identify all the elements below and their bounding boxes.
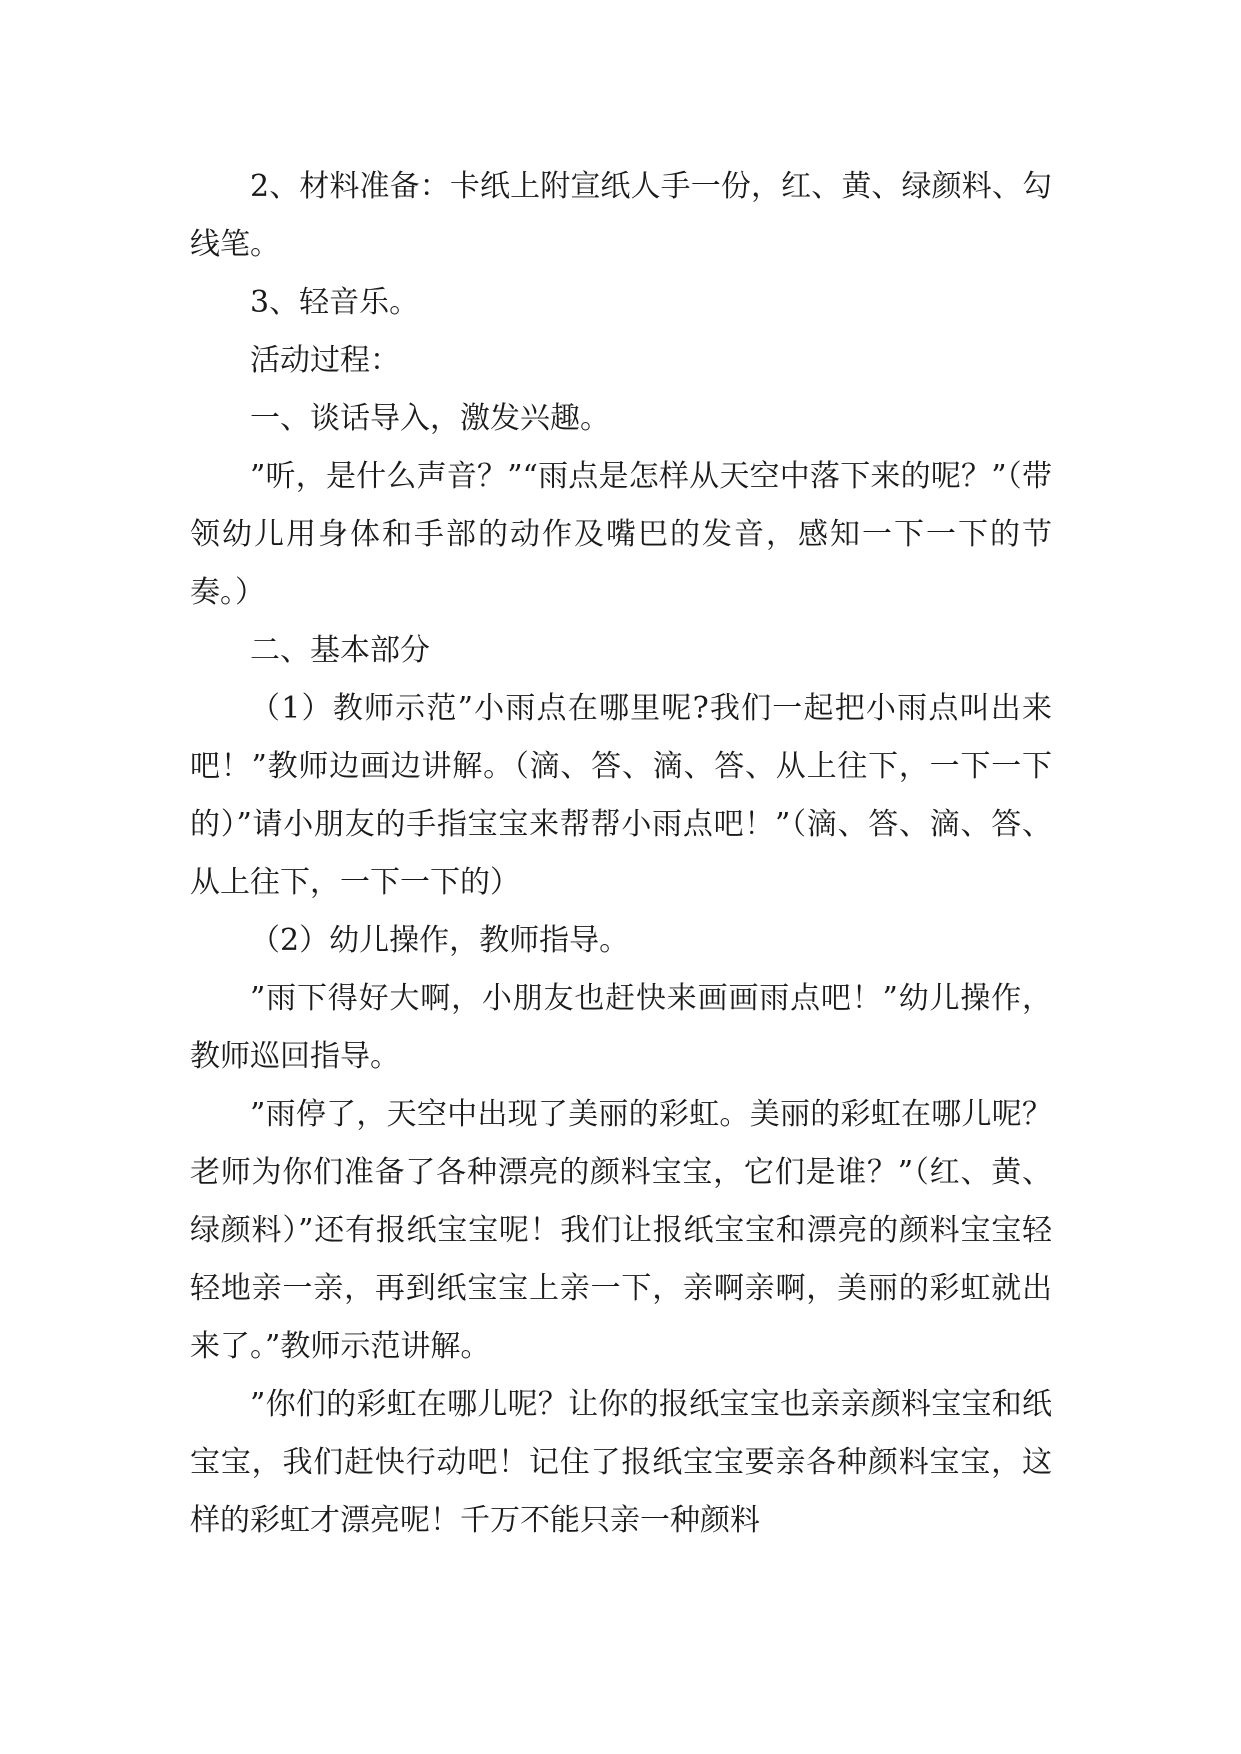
paragraph-your-rainbow: ”你们的彩虹在哪儿呢？让你的报纸宝宝也亲亲颜料宝宝和纸宝宝，我们赶快行动吧！记住了报纸宝宝要亲各种颜料宝宝，这样的彩虹才漂亮呢！千万不能只亲一种颜料 <box>190 1387 1052 1538</box>
paragraph-rainbow: ”雨停了，天空中出现了美丽的彩虹。美丽的彩虹在哪儿呢？老师为你们准备了各种漂亮的颜料宝宝，它们是谁？”（红、黄、绿颜料）”还有报纸宝宝呢！我们让报纸宝宝和漂亮的颜料宝宝轻轻地亲一亲，再到纸宝宝上亲一下，亲啊亲啊，美丽的彩虹就出来了。”教师示范讲解。 <box>190 1097 1052 1364</box>
paragraph-section-one-heading: 一、谈话导入，激发兴趣。 <box>250 401 610 436</box>
document-body <box>190 158 1052 1550</box>
paragraph-child-operation: （2）幼儿操作，教师指导。 <box>250 923 630 958</box>
paragraph-process-heading: 活动过程： <box>250 343 400 378</box>
paragraph-music: 3、轻音乐。 <box>250 285 420 320</box>
paragraph-section-two-heading: 二、基本部分 <box>250 633 430 668</box>
paragraph-teacher-demo: （1）教师示范”小雨点在哪里呢?我们一起把小雨点叫出来吧！”教师边画边讲解。（滴、答、滴、答、从上往下，一下一下的）”请小朋友的手指宝宝来帮帮小雨点吧！”（滴、答、滴、答、从上往下，一下一下的） <box>190 691 1052 900</box>
paragraph-materials: 2、材料准备：卡纸上附宣纸人手一份，红、黄、绿颜料、勾线笔。 <box>190 169 1052 262</box>
paragraph-heavy-rain: ”雨下得好大啊，小朋友也赶快来画画雨点吧！”幼儿操作，教师巡回指导。 <box>190 981 1052 1074</box>
paragraph-listen: ”听，是什么声音？”“雨点是怎样从天空中落下来的呢？”（带领幼儿用身体和手部的动作及嘴巴的发音，感知一下一下的节奏。） <box>190 459 1052 610</box>
